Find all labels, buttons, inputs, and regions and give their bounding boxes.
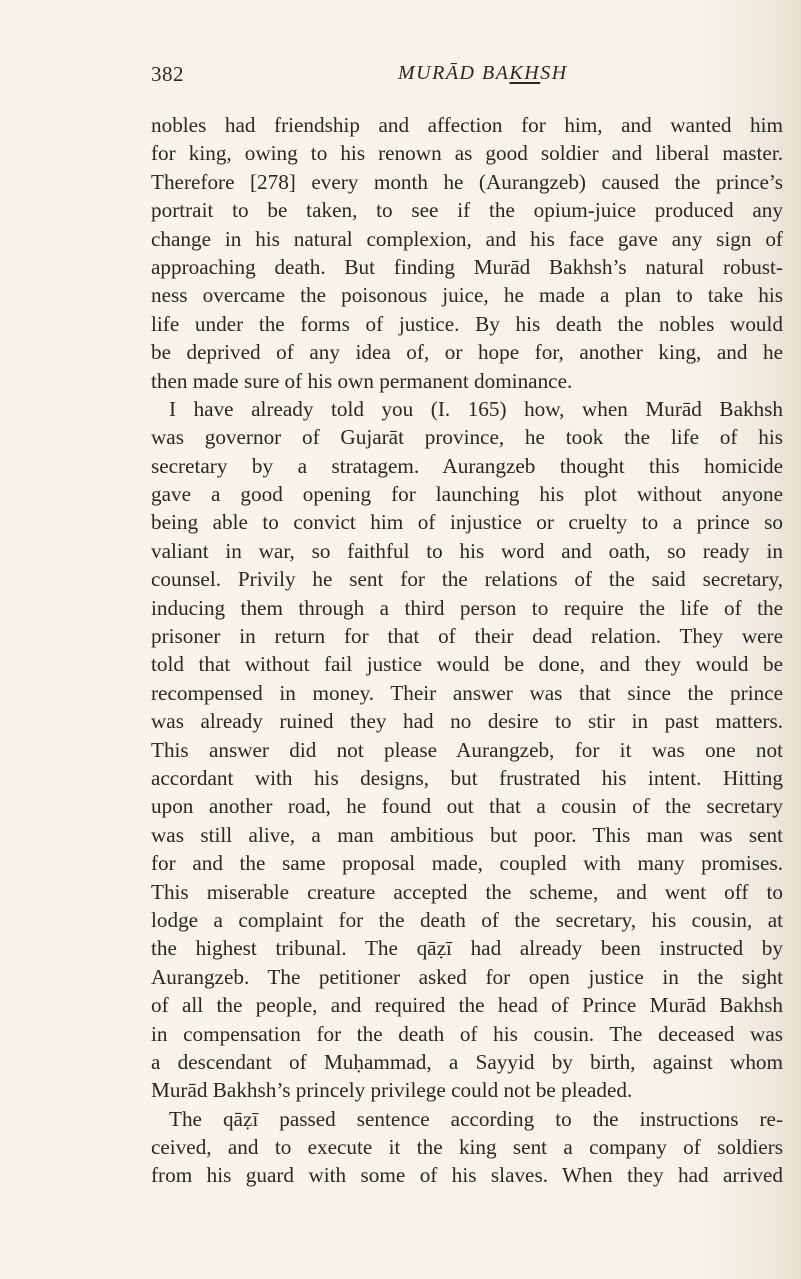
- text-line: lodge a complaint for the death of the secretary, his cousin, at: [151, 907, 783, 932]
- body-text: [151, 111, 783, 1190]
- text-line: of all the people, and required the head of Prince Murād Bakhsh: [151, 993, 783, 1018]
- running-head-underlined-part: KH: [509, 62, 541, 84]
- text-line: for king, owing to his renown as good soldier and liberal master.: [151, 141, 783, 166]
- text-line: valiant in war, so faithful to his word and oath, so ready in: [151, 538, 783, 563]
- text-line: recompensed in money. Their answer was that since the prince: [151, 680, 783, 705]
- text-line: upon another road, he found out that a cousin of the secretary: [151, 794, 783, 819]
- text-line: This answer did not please Aurangzeb, for it was one not: [151, 737, 783, 762]
- text-line: was governor of Gujarāt province, he took the life of his: [151, 425, 783, 450]
- text-line: I have already told you (I. 165) how, when Murād Bakhsh: [169, 396, 783, 421]
- text-line: was already ruined they had no desire to stir in past matters.: [151, 709, 783, 734]
- text-line: Therefore [278] every month he (Aurangzeb) caused the prince’s: [151, 169, 783, 194]
- text-line: gave a good opening for launching his plot without anyone: [151, 482, 783, 507]
- text-line: ness overcame the poisonous juice, he made a plan to take his: [151, 283, 783, 308]
- text-line: in compensation for the death of his cousin. The deceased was: [151, 1021, 783, 1046]
- text-line: for and the same proposal made, coupled with many promises.: [151, 851, 783, 876]
- running-head-part: MURĀD BA: [398, 62, 510, 84]
- text-line: a descendant of Muḥammad, a Sayyid by birth, against whom: [151, 1049, 783, 1074]
- text-line: This miserable creature accepted the scheme, and went off to: [151, 879, 783, 904]
- text-line: prisoner in return for that of their dead relation. They were: [151, 624, 783, 649]
- text-line: Aurangzeb. The petitioner asked for open justice in the sight: [151, 964, 783, 989]
- running-head: [398, 62, 568, 85]
- page-number: 382: [151, 62, 184, 86]
- text-line: was still alive, a man ambitious but poor. This man was sent: [151, 822, 783, 847]
- text-line: counsel. Privily he sent for the relations of the said secretary,: [151, 567, 783, 592]
- text-line: then made sure of his own permanent dominance.: [151, 368, 573, 393]
- text-line: change in his natural complexion, and his face gave any sign of: [151, 226, 783, 251]
- page-header: [151, 62, 781, 92]
- text-line: told that without fail justice would be done, and they would be: [151, 652, 783, 677]
- text-line: approaching death. But finding Murād Bakhsh’s natural robust-: [151, 254, 783, 279]
- text-line: from his guard with some of his slaves. When they had arrived: [151, 1163, 783, 1188]
- text-line: the highest tribunal. The qāẓī had already been instructed by: [151, 936, 783, 961]
- text-line: life under the forms of justice. By his death the nobles would: [151, 311, 783, 336]
- text-line: inducing them through a third person to require the life of the: [151, 595, 783, 620]
- text-line: accordant with his designs, but frustrated his intent. Hitting: [151, 765, 783, 790]
- running-head-part: SH: [540, 62, 568, 84]
- text-line: secretary by a stratagem. Aurangzeb thought this homicide: [151, 453, 783, 478]
- text-line: Murād Bakhsh’s princely privilege could not be pleaded.: [151, 1078, 633, 1103]
- text-line: be deprived of any idea of, or hope for, another king, and he: [151, 340, 783, 365]
- text-line: nobles had friendship and affection for him, and wanted him: [151, 113, 783, 137]
- text-line: portrait to be taken, to see if the opium-juice produced any: [151, 198, 783, 223]
- text-line: ceived, and to execute it the king sent a company of soldiers: [151, 1135, 783, 1160]
- text-line: The qāẓī passed sentence according to the instructions re-: [169, 1106, 783, 1131]
- text-line: being able to convict him of injustice or cruelty to a prince so: [151, 510, 783, 535]
